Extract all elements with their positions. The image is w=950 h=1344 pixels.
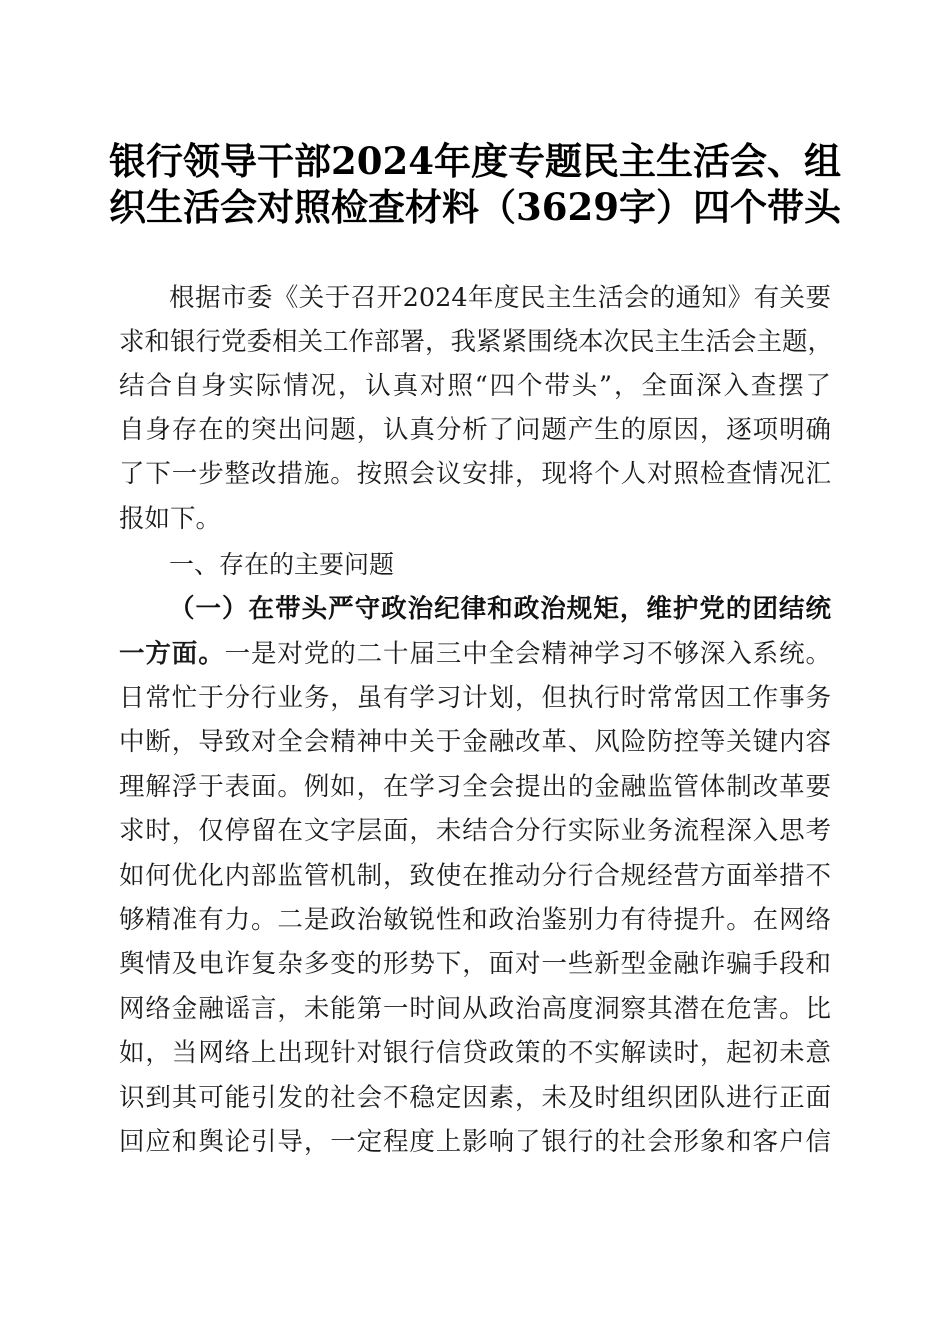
intro-line-3: 结合自身实际情况，认真对照“四个带头”，全面深入查摆了 <box>119 371 831 401</box>
body-line-5: 如何优化内部监管机制，致使在推动分行合规经营方面举措不 <box>119 861 831 891</box>
intro-line-2: 求和银行党委相关工作部署，我紧紧围绕本次民主生活会主题， <box>119 327 834 357</box>
subsection-line-2 <box>119 632 831 676</box>
body-line-3: 理解浮于表面。例如，在学习全会提出的金融监管体制改革要 <box>119 772 831 802</box>
intro-line-1: 根据市委《关于召开2024年度民主生活会的通知》有关要 <box>169 283 831 313</box>
document-title-line-1: 银行领导干部2024年度专题民主生活会、组 <box>109 139 841 183</box>
body-line-10: 识到其可能引发的社会不稳定因素，未及时组织团队进行正面 <box>119 1083 831 1113</box>
body-line-6: 够精准有力。二是政治敏锐性和政治鉴别力有待提升。在网络 <box>119 905 831 935</box>
intro-line-5: 了下一步整改措施。按照会议安排，现将个人对照检查情况汇 <box>119 459 831 489</box>
body-line-11: 回应和舆论引导，一定程度上影响了银行的社会形象和客户信 <box>119 1127 831 1157</box>
subsection-heading-1: （一）在带头严守政治纪律和政治规矩，维护党的团结统 <box>169 594 831 624</box>
subsection-line-2-text: 一是对党的二十届三中全会精神学习不够深入系统。 <box>224 639 831 669</box>
body-line-7: 舆情及电诈复杂多变的形势下，面对一些新型金融诈骗手段和 <box>119 949 831 979</box>
body-line-2: 中断，导致对全会精神中关于金融改革、风险防控等关键内容 <box>119 727 831 757</box>
document-title-line-2: 织生活会对照检查材料（3629字）四个带头 <box>109 185 841 229</box>
section-heading-problems: 一、存在的主要问题 <box>169 550 395 579</box>
intro-line-6: 报如下。 <box>119 504 222 534</box>
body-line-1: 日常忙于分行业务，虽有学习计划，但执行时常常因工作事务 <box>119 683 831 713</box>
body-line-8: 网络金融谣言，未能第一时间从政治高度洞察其潜在危害。比 <box>119 994 831 1024</box>
subsection-heading-1-end: 一方面。 <box>119 639 225 669</box>
body-line-4: 求时，仅停留在文字层面，未结合分行实际业务流程深入思考 <box>119 816 831 846</box>
body-line-9: 如，当网络上出现针对银行信贷政策的不实解读时，起初未意 <box>119 1038 831 1068</box>
intro-line-4: 自身存在的突出问题，认真分析了问题产生的原因，逐项明确 <box>119 415 831 445</box>
